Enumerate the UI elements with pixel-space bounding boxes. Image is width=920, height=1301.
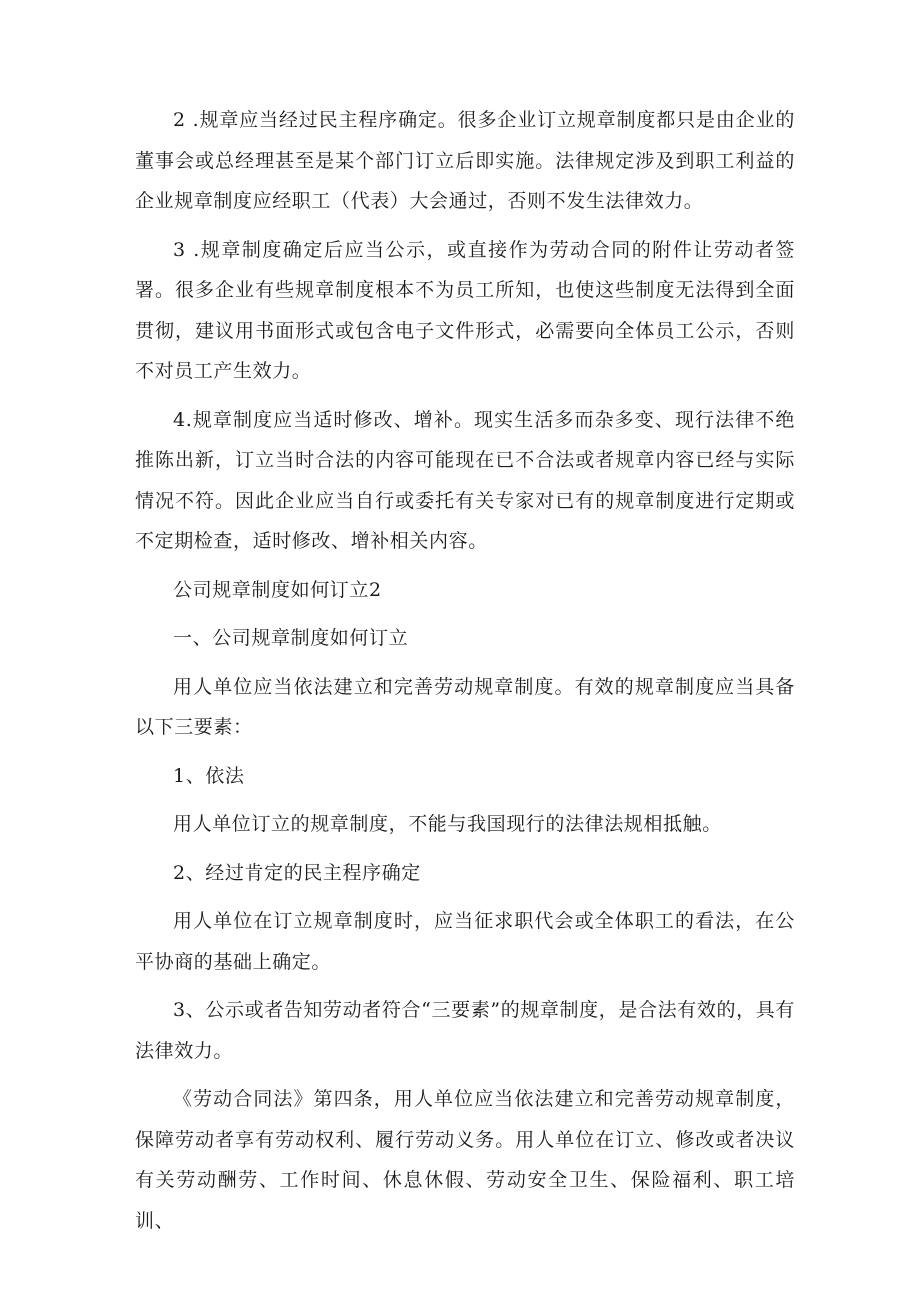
- labor-contract-law-paragraph: 《劳动合同法》第四条，用人单位应当依法建立和完善劳动规章制度，保障劳动者享有劳动权利、履行劳动义务。用人单位在订立、修改或者决议有关劳动酬劳、工作时间、休息休假、劳动安全卫生、保险福利、职工培训、: [135, 1088, 795, 1232]
- section-title: 公司规章制度如何订立2: [173, 578, 382, 601]
- document-body: [135, 100, 795, 1249]
- item-3-text: 3、公示或者告知劳动者符合“三要素”的规章制度，是合法有效的，具有法律效力。: [135, 999, 795, 1062]
- item-2-heading: 2、经过肯定的民主程序确定: [173, 861, 421, 884]
- paragraph-rule-2: 2 .规章应当经过民主程序确定。很多企业订立规章制度都只是由企业的董事会或总经理甚至是某个部门订立后即实施。法律规定涉及到职工利益的企业规章制度应经职工（代表）大会通过，否则不发生法律效力。: [135, 109, 795, 212]
- item-1-text: 用人单位订立的规章制度，不能与我国现行的法律法规相抵触。: [173, 813, 722, 835]
- paragraph-three-elements: 用人单位应当依法建立和完善劳动规章制度。有效的规章制度应当具备以下三要素：: [135, 675, 795, 738]
- paragraph-rule-3: 3 .规章制度确定后应当公示，或直接作为劳动合同的附件让劳动者签署。很多企业有些规章制度根本不为员工所知，也使这些制度无法得到全面贯彻，建议用书面形式或包含电子文件形式，必需要向全体员工公示，否则不对员工产生效力。: [135, 238, 795, 382]
- paragraph-rule-4: 4.规章制度应当适时修改、增补。现实生活多而杂多变、现行法律不绝推陈出新，订立当时合法的内容可能现在已不合法或者规章内容已经与实际情况不符。因此企业应当自行或委托有关专家对已有的规章制度进行定期或不定期检查，适时修改、增补相关内容。: [135, 408, 795, 552]
- subheading-how-to-establish: 一、公司规章制度如何订立: [173, 627, 409, 649]
- item-2-text: 用人单位在订立规章制度时，应当征求职代会或全体职工的看法，在公平协商的基础上确定。: [135, 910, 795, 973]
- item-1-heading: 1、依法: [173, 764, 245, 787]
